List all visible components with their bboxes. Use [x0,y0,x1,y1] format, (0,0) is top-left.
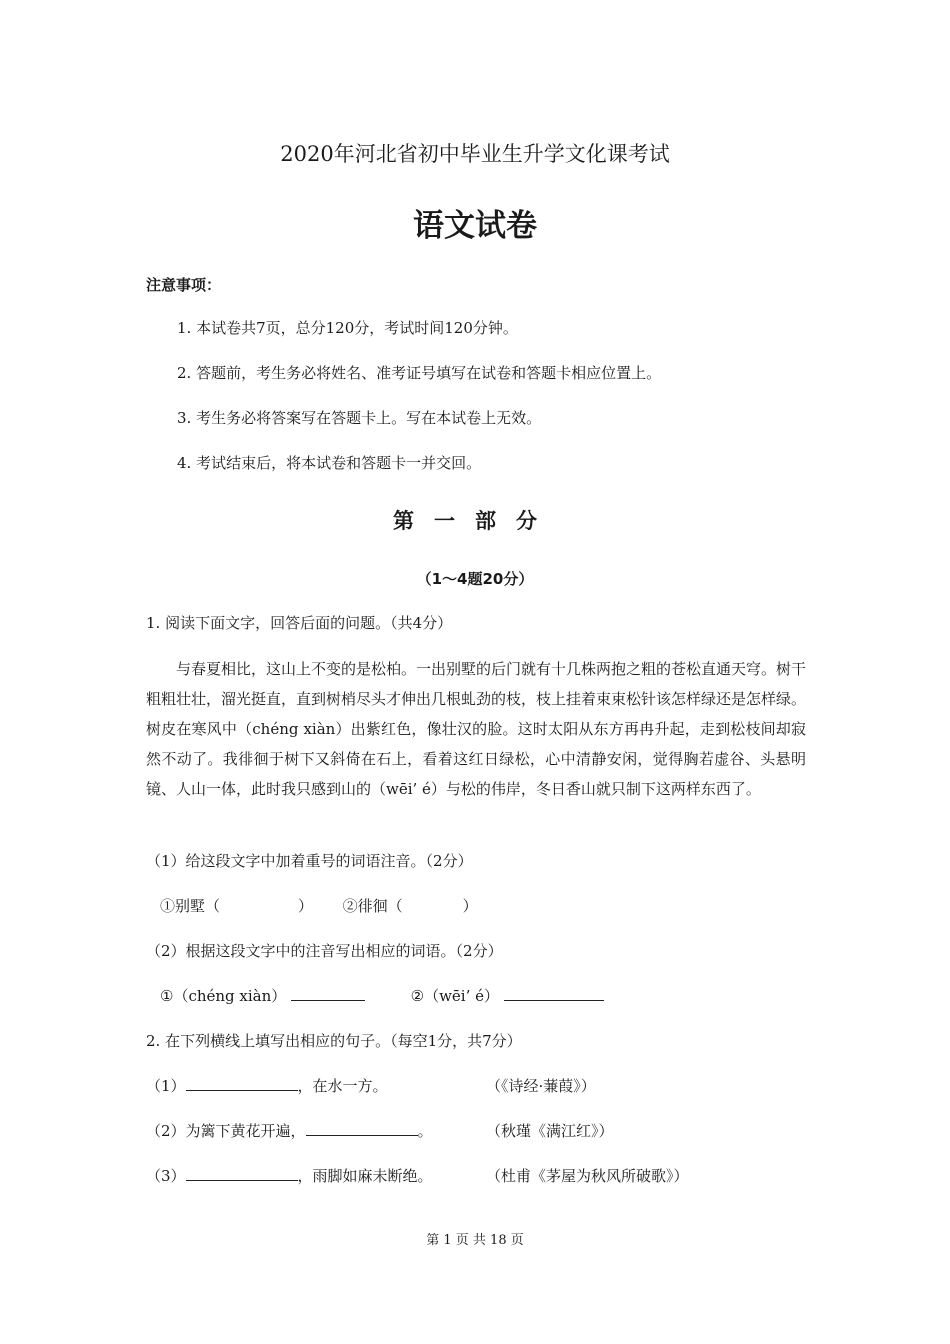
notice-item: 3. 考生务必将答案写在答题卡上。写在本试卷上无效。 [177,409,542,427]
q1-sub1-a: ①别墅（ [160,897,221,915]
q1-sub1-b-close: ） [462,897,478,915]
q1-sub1-a-close: ） [298,897,314,915]
answer-blank[interactable] [186,1075,298,1091]
q2-line-num: （2） [146,1122,186,1140]
q1-sub2-blanks [160,985,604,1006]
q2-line-num: （3） [146,1167,186,1185]
q2-line-source: （秋瑾《满江红》） [486,1122,614,1140]
q1-sub2: （2）根据这段文字中的注音写出相应的词语。（2分） [146,942,503,960]
reading-passage: 与春夏相比，这山上不变的是松柏。一出别墅的后门就有十几株两抱之粗的苍松直通天穹。树干粗粗壮壮，溜光挺直，直到树梢尽头才伸出几根虬劲的枝，枝上挂着束束松针该怎样绿还是怎样绿。树皮在寒风中（chéng xiàn）出紫红色，像壮汉的脸。这时太阳从东方再冉升起，走到松枝间却寂然不动了。我徘徊于树下又斜倚在石上，看着这红日绿松，心中清静安闲，觉得胸若虚谷、头悬明镜、人山一体，此时我只感到山的（wēi’ é）与松的伟岸，冬日香山就只制下这两样东西了。 [146,660,807,798]
question-2-stem: 2. 在下列横线上填写出相应的句子。（每空1分，共7分） [146,1032,522,1050]
q2-line [146,1075,806,1097]
answer-blank[interactable] [291,985,365,1001]
answer-blank[interactable] [186,1165,298,1181]
answer-blank[interactable] [306,1120,418,1136]
q2-line [146,1120,806,1142]
exam-title: 语文试卷 [413,208,537,244]
q1-sub2-a: ①（chéng xiàn） [160,987,287,1005]
notice-item: 1. 本试卷共7页，总分120分，考试时间120分钟。 [177,319,518,337]
q1-sub1-b: ②徘徊（ [342,897,403,915]
q2-line-after: ，雨脚如麻未断绝。 [297,1167,433,1185]
notice-item: 4. 考试结束后，将本试卷和答题卡一并交回。 [177,454,482,472]
answer-blank[interactable] [504,985,604,1001]
q2-line [146,1165,806,1187]
exam-subtitle: 2020年河北省初中毕业生升学文化课考试 [280,142,670,166]
page-footer: 第 1 页 共 18 页 [426,1233,524,1248]
notice-heading: 注意事项： [146,276,222,294]
q2-line-before: 为篱下黄花开遍， [185,1122,306,1140]
q2-line-num: （1） [146,1077,186,1095]
q1-sub2-b: ②（wēi’ é） [410,987,499,1005]
q2-line-source: （杜甫《茅屋为秋风所破歌》） [486,1167,689,1185]
q2-line-after: 。 [417,1122,433,1140]
question-1-stem: 1. 阅读下面文字，回答后面的问题。（共4分） [146,614,453,632]
q1-sub1-blanks [160,895,478,916]
part-range: （1～4题20分） [416,570,534,588]
part-title: 第一部分 [393,509,557,533]
notice-item: 2. 答题前，考生务必将姓名、准考证号填写在试卷和答题卡相应位置上。 [177,364,662,382]
q1-sub1: （1）给这段文字中加着重号的词语注音。（2分） [146,852,473,870]
q2-line-source: （《诗经·蒹葭》） [486,1077,596,1095]
q2-line-after: ，在水一方。 [297,1077,388,1095]
